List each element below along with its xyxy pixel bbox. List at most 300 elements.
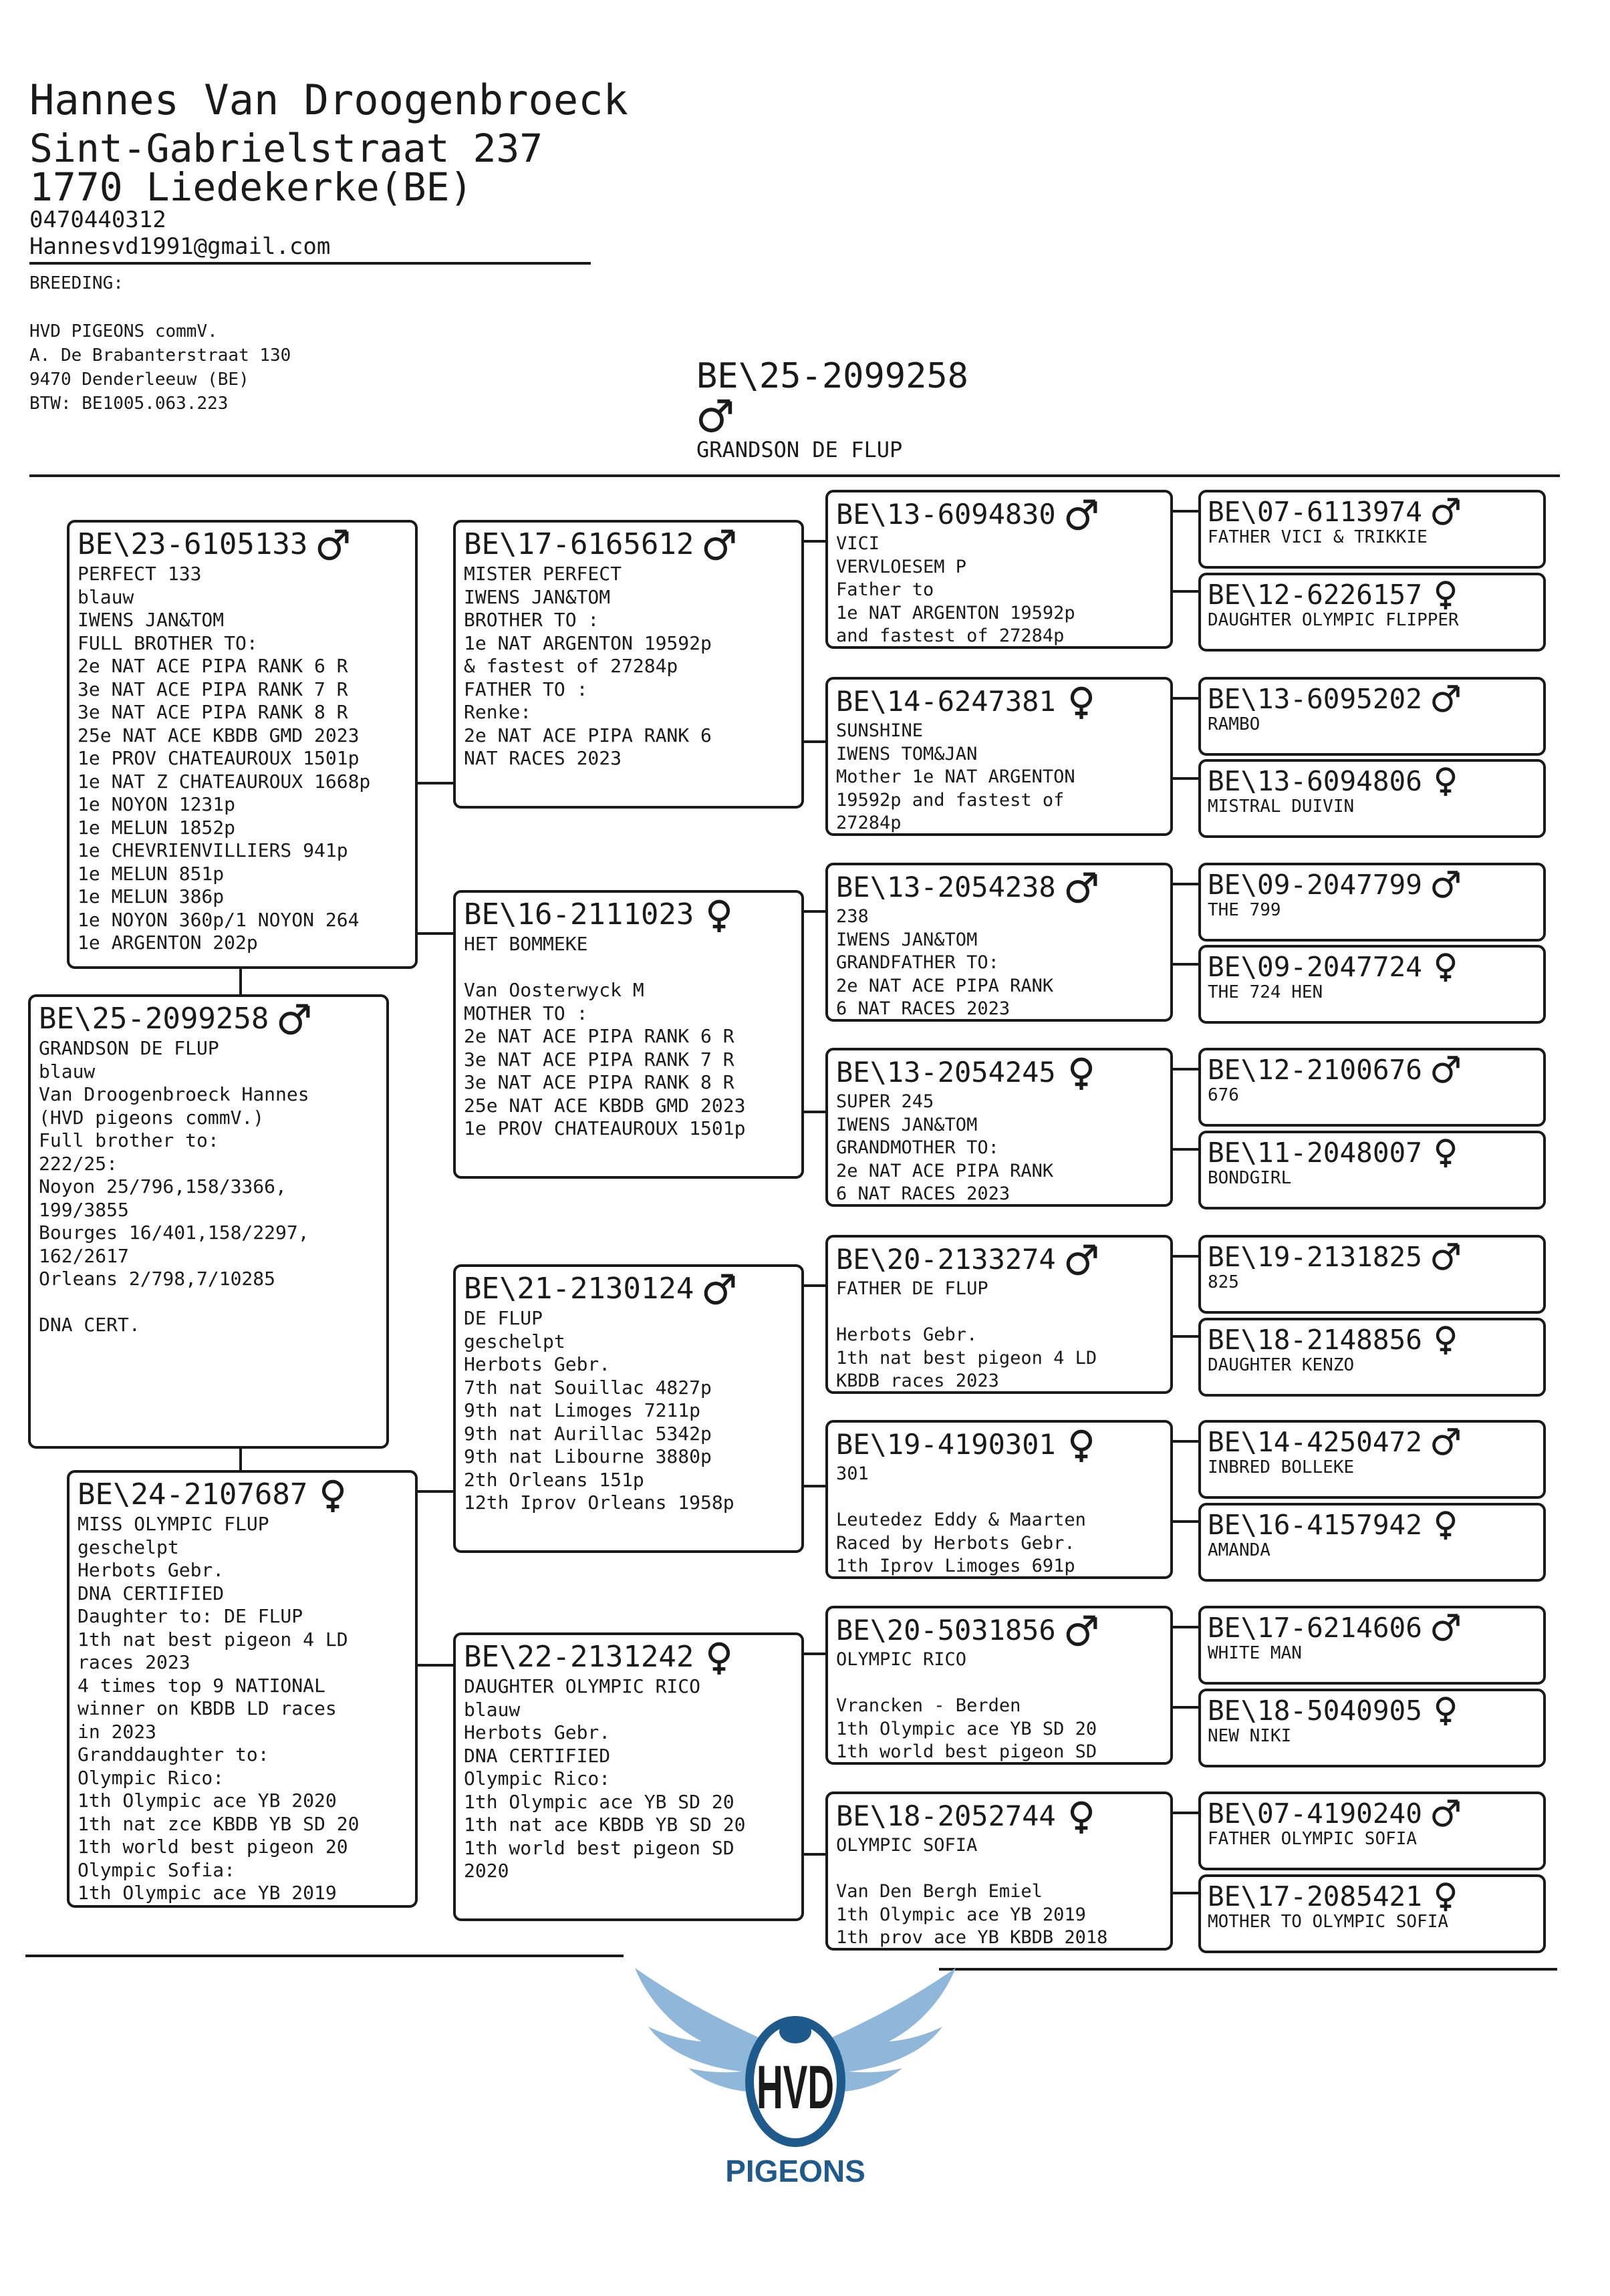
pedigree-line: KBDB races 2023	[836, 1371, 999, 1391]
male-symbol-icon	[1064, 871, 1099, 905]
female-symbol-icon	[1430, 766, 1461, 797]
pedigree-line: 1e MELUN 386p	[78, 885, 225, 907]
connector-line	[1173, 883, 1198, 885]
ring-number: BE\23-6105133	[78, 527, 308, 561]
pedigree-box-gggp-5[interactable]	[1198, 863, 1546, 942]
pedigree-line: winner on KBDB LD races	[78, 1697, 337, 1719]
pedigree-box-gggp-4[interactable]	[1198, 759, 1546, 838]
ring-number: BE\13-6094806	[1208, 765, 1422, 797]
connector-line	[1173, 510, 1198, 513]
pedigree-line: 1th Olympic ace YB 2019	[78, 1882, 337, 1904]
pedigree-line: & fastest of 27284p	[464, 655, 678, 677]
connector-line	[239, 969, 242, 994]
connector-line	[1173, 1812, 1198, 1814]
pedigree-box-gggp-2[interactable]	[1198, 573, 1546, 652]
pedigree-line: IWENS TOM&JAN	[836, 743, 978, 764]
female-symbol-icon	[702, 898, 736, 933]
pedigree-line: DNA CERTIFIED	[78, 1582, 225, 1604]
pedigree-line: 199/3855	[39, 1198, 129, 1221]
pedigree-line: 2th Orleans 151p	[464, 1468, 644, 1491]
male-symbol-icon	[1430, 1054, 1461, 1085]
pedigree-box-ggp-8[interactable]	[825, 1791, 1173, 1951]
pedigree-line: 1e PROV CHATEAUROUX 1501p	[464, 1117, 746, 1139]
pedigree-line: 1e MELUN 851p	[78, 862, 225, 885]
connector-line	[418, 932, 454, 935]
ring-number: BE\13-6094830	[836, 498, 1056, 531]
female-symbol-icon	[1430, 1881, 1461, 1912]
ring-number: BE\13-2054238	[836, 871, 1056, 903]
connector-line	[804, 540, 825, 543]
pedigree-line: 3e NAT ACE PIPA RANK 8 R	[464, 1071, 734, 1093]
pedigree-line: 27284p	[836, 813, 902, 833]
ring-number: BE\25-2099258	[39, 1002, 269, 1036]
pedigree-line: 1e ARGENTON 202p	[78, 931, 258, 954]
pedigree-box-gggp-6[interactable]	[1198, 945, 1546, 1024]
pedigree-line: BROTHER TO :	[464, 609, 599, 631]
pedigree-line: BONDGIRL	[1208, 1168, 1292, 1188]
pedigree-box-ggp-2[interactable]	[825, 677, 1173, 836]
female-symbol-icon	[1430, 1695, 1461, 1726]
pedigree-line: Bourges 16/401,158/2297,	[39, 1222, 309, 1244]
connector-line	[1173, 590, 1198, 593]
pedigree-box-gggp-13[interactable]	[1198, 1606, 1546, 1685]
pedigree-line: 1th prov ace YB KBDB 2018	[836, 1927, 1108, 1948]
box-header	[78, 1478, 410, 1513]
pedigree-box-gggp-9[interactable]	[1198, 1235, 1546, 1314]
pedigree-line: Granddaughter to:	[78, 1743, 269, 1765]
pedigree-line: Herbots Gebr.	[464, 1721, 611, 1743]
pedigree-line: Father to	[836, 579, 934, 600]
pedigree-line: Daughter to: DE FLUP	[78, 1605, 303, 1627]
pedigree-box-gggp-15[interactable]	[1198, 1791, 1546, 1870]
pedigree-line: THE 799	[1208, 900, 1281, 920]
ring-number: BE\17-2085421	[1208, 1880, 1422, 1912]
box-header	[39, 1002, 381, 1037]
ring-number: BE\18-2052744	[836, 1800, 1056, 1832]
pedigree-line: blauw	[78, 585, 134, 608]
box-header	[78, 528, 410, 563]
pedigree-line: (HVD pigeons commV.)	[39, 1106, 265, 1129]
pedigree-line: 3e NAT ACE PIPA RANK 7 R	[78, 678, 348, 700]
box-header	[1208, 1881, 1538, 1912]
pedigree-line: Van Oosterwyck M	[464, 979, 644, 1001]
ring-number: BE\09-2047799	[1208, 869, 1422, 901]
pedigree-line: 3e NAT ACE PIPA RANK 8 R	[78, 701, 348, 723]
pedigree-line: GRANDFATHER TO:	[836, 952, 999, 973]
pedigree-line: VERVLOESEM P	[836, 556, 967, 577]
pedigree-line: 25e NAT ACE KBDB GMD 2023	[78, 724, 360, 746]
pedigree-line: 12th Iprov Orleans 1958p	[464, 1491, 734, 1514]
female-symbol-icon	[1430, 1324, 1461, 1355]
pedigree-line: Olympic Rico:	[464, 1767, 611, 1789]
box-header	[836, 871, 1165, 905]
pedigree-line: MOTHER TO :	[464, 1002, 588, 1024]
pedigree-box-gggp-8[interactable]	[1198, 1131, 1546, 1209]
subject-name-title: GRANDSON DE FLUP	[696, 437, 903, 462]
pedigree-line: Orleans 2/798,7/10285	[39, 1268, 276, 1290]
pedigree-box-dam-dam[interactable]	[453, 1632, 804, 1921]
pedigree-line: Van Droogenbroeck Hannes	[39, 1083, 309, 1105]
male-symbol-icon	[1430, 1798, 1461, 1829]
pedigree-line: Herbots Gebr.	[78, 1559, 225, 1581]
pedigree-line: 1th Olympic ace YB SD 20	[836, 1718, 1097, 1739]
box-header	[1208, 1137, 1538, 1168]
pedigree-line: 7th nat Souillac 4827p	[464, 1376, 712, 1399]
pedigree-line: 6 NAT RACES 2023	[836, 998, 1011, 1019]
pedigree-line: FATHER DE FLUP	[836, 1278, 988, 1299]
pedigree-line: Olympic Sofia:	[78, 1858, 236, 1881]
pedigree-line: 3e NAT ACE PIPA RANK 7 R	[464, 1048, 734, 1070]
ring-number: BE\12-6226157	[1208, 579, 1422, 611]
ring-number: BE\11-2048007	[1208, 1137, 1422, 1169]
pedigree-line	[836, 1486, 1165, 1510]
pedigree-line: 1th Iprov Limoges 691p	[836, 1556, 1075, 1576]
pedigree-line: 4 times top 9 NATIONAL	[78, 1674, 325, 1697]
pedigree-line: Vrancken - Berden	[836, 1695, 1021, 1716]
ring-number: BE\16-2111023	[464, 897, 694, 931]
male-symbol-icon	[1430, 1612, 1461, 1643]
ring-number: BE\13-6095202	[1208, 683, 1422, 715]
connector-line	[804, 1111, 825, 1113]
box-header	[1208, 766, 1538, 797]
pedigree-line: DAUGHTER OLYMPIC FLIPPER	[1208, 610, 1459, 630]
pedigree-box-subject[interactable]	[28, 994, 389, 1449]
pedigree-line: and fastest of 27284p	[836, 625, 1065, 646]
pedigree-line: 676	[1208, 1085, 1239, 1105]
pedigree-line: 1th nat zce KBDB YB SD 20	[78, 1812, 360, 1835]
female-symbol-icon	[702, 1640, 736, 1675]
connector-line	[418, 1664, 454, 1667]
box-header	[1208, 1242, 1538, 1272]
breeding-label: BREEDING:	[29, 273, 124, 293]
pedigree-line: Raced by Herbots Gebr.	[836, 1532, 1075, 1554]
pedigree-line: MISTRAL DUIVIN	[1208, 797, 1355, 817]
connector-line	[1173, 1068, 1198, 1070]
ring-number: BE\17-6165612	[464, 527, 694, 561]
box-header	[1208, 952, 1538, 982]
pedigree-line: 6 NAT RACES 2023	[836, 1183, 1011, 1204]
pedigree-box-dam[interactable]	[67, 1470, 418, 1908]
pedigree-line: 1th nat best pigeon 4 LD	[78, 1628, 348, 1651]
pedigree-line: 25e NAT ACE KBDB GMD 2023	[464, 1094, 746, 1117]
pedigree-box-gggp-3[interactable]	[1198, 677, 1546, 756]
connector-line	[1173, 1892, 1198, 1894]
box-header	[836, 498, 1165, 533]
pedigree-line: Mother 1e NAT ARGENTON	[836, 766, 1075, 787]
male-symbol-icon	[1430, 869, 1461, 900]
connector-line	[1173, 1335, 1198, 1338]
pedigree-line: 2e NAT ACE PIPA RANK 6 R	[78, 655, 348, 677]
pedigree-box-gggp-7[interactable]	[1198, 1048, 1546, 1127]
pedigree-line: DAUGHTER KENZO	[1208, 1355, 1355, 1375]
pedigree-line: 238	[836, 906, 869, 927]
pedigree-line: FATHER VICI & TRIKKIE	[1208, 527, 1428, 547]
pedigree-line: 301	[836, 1463, 869, 1484]
connector-line	[1173, 1440, 1198, 1443]
connector-line	[804, 1853, 825, 1856]
male-symbol-icon	[315, 528, 350, 563]
pedigree-line: 1th Olympic ace YB 2020	[78, 1789, 337, 1812]
pedigree-line: 1e CHEVRIENVILLIERS 941p	[78, 839, 348, 861]
box-header	[1208, 1427, 1538, 1457]
pedigree-line	[836, 1672, 1165, 1695]
pedigree-line: NAT RACES 2023	[464, 747, 622, 769]
box-header	[836, 1243, 1165, 1278]
owner-email: Hannesvd1991@gmail.com	[29, 233, 331, 260]
pedigree-line: DNA CERTIFIED	[464, 1744, 611, 1767]
pedigree-line: 222/25:	[39, 1152, 118, 1175]
pedigree-line: DAUGHTER OLYMPIC RICO	[464, 1675, 701, 1697]
pedigree-line: MISTER PERFECT	[464, 563, 622, 585]
pedigree-line: DNA CERT.	[39, 1314, 140, 1336]
male-symbol-icon	[702, 1272, 736, 1307]
box-header	[1208, 1510, 1538, 1540]
box-header	[1208, 496, 1538, 527]
pedigree-line: DE FLUP	[464, 1307, 543, 1329]
pedigree-line: IWENS JAN&TOM	[78, 609, 225, 631]
male-symbol-icon	[1064, 1614, 1099, 1648]
pedigree-box-gggp-16[interactable]	[1198, 1874, 1546, 1953]
pedigree-line: 1th nat ace KBDB YB SD 20	[464, 1814, 746, 1836]
pedigree-line: 1e NOYON 360p/1 NOYON 264	[78, 908, 360, 931]
pedigree-line: 19592p and fastest of	[836, 789, 1065, 811]
female-symbol-icon	[1430, 1137, 1461, 1168]
ring-number: BE\14-6247381	[836, 685, 1056, 718]
pedigree-box-ggp-1[interactable]	[825, 490, 1173, 649]
pedigree-line: 1th world best pigeon SD	[464, 1836, 734, 1859]
box-header	[1208, 1054, 1538, 1085]
pedigree-line: 1e PROV CHATEAUROUX 1501p	[78, 747, 360, 769]
pedigree-box-gggp-14[interactable]	[1198, 1689, 1546, 1767]
connector-line	[1173, 697, 1198, 700]
pedigree-line: VICI	[836, 533, 880, 554]
ring-number: BE\16-4157942	[1208, 1509, 1422, 1541]
pedigree-line: Herbots Gebr.	[836, 1324, 978, 1345]
pedigree-line: 9th nat Libourne 3880p	[464, 1445, 712, 1467]
male-symbol-icon	[696, 398, 734, 435]
pedigree-line: 1th nat best pigeon 4 LD	[836, 1347, 1097, 1369]
ring-number: BE\07-6113974	[1208, 496, 1422, 528]
pedigree-box-dam-sire[interactable]	[453, 1264, 804, 1553]
ring-number: BE\17-6214606	[1208, 1612, 1422, 1644]
ring-number: BE\07-4190240	[1208, 1798, 1422, 1830]
ring-number: BE\12-2100676	[1208, 1054, 1422, 1086]
pedigree-box-gggp-1[interactable]	[1198, 490, 1546, 569]
logo-text: HVD	[757, 2053, 834, 2122]
pedigree-box-gggp-11[interactable]	[1198, 1420, 1546, 1499]
pedigree-box-gggp-10[interactable]	[1198, 1318, 1546, 1397]
ring-number: BE\18-5040905	[1208, 1695, 1422, 1727]
pedigree-line: PERFECT 133	[78, 563, 202, 585]
pedigree-line: 1e NAT ARGENTON 19592p	[836, 602, 1075, 623]
box-header	[464, 1640, 796, 1675]
pedigree-line: Van Den Bergh Emiel	[836, 1881, 1043, 1902]
pedigree-line: RAMBO	[1208, 714, 1260, 734]
pedigree-line: Noyon 25/796,158/3366,	[39, 1175, 287, 1197]
owner-phone: 0470440312	[29, 206, 166, 233]
pedigree-line: FULL BROTHER TO:	[78, 631, 258, 654]
female-symbol-icon	[1430, 952, 1461, 982]
pedigree-line: GRANDSON DE FLUP	[39, 1037, 219, 1059]
pedigree-line: Herbots Gebr.	[464, 1353, 611, 1375]
pedigree-line: INBRED BOLLEKE	[1208, 1457, 1355, 1477]
pedigree-line: IWENS JAN&TOM	[836, 929, 978, 950]
ring-number: BE\22-2131242	[464, 1640, 694, 1674]
pedigree-line	[39, 1291, 381, 1314]
box-header	[1208, 1798, 1538, 1829]
pedigree-line: 2e NAT ACE PIPA RANK 6 R	[464, 1025, 734, 1047]
ring-number: BE\21-2130124	[464, 1272, 694, 1306]
pedigree-line: 1th Olympic ace YB 2019	[836, 1904, 1086, 1925]
hvd-pigeons-logo	[622, 1955, 969, 2195]
bottom-divider-right	[939, 1968, 1557, 1971]
pedigree-line: 2e NAT ACE PIPA RANK	[836, 975, 1054, 996]
pedigree-box-ggp-5[interactable]	[825, 1235, 1173, 1394]
pedigree-line: 2e NAT ACE PIPA RANK	[836, 1160, 1054, 1181]
connector-line	[1173, 1626, 1198, 1628]
box-header	[1208, 1695, 1538, 1726]
female-symbol-icon	[1430, 1510, 1461, 1540]
male-symbol-icon	[1430, 496, 1461, 527]
female-symbol-icon	[1064, 1800, 1099, 1834]
pedigree-line: 1e MELUN 1852p	[78, 816, 236, 839]
ring-number: BE\20-5031856	[836, 1614, 1056, 1646]
pedigree-box-ggp-6[interactable]	[825, 1420, 1173, 1579]
pedigree-line: Olympic Rico:	[78, 1766, 225, 1789]
pedigree-line: HET BOMMEKE	[464, 933, 588, 955]
connector-line	[804, 1284, 825, 1287]
owner-name: Hannes Van Droogenbroeck	[29, 76, 628, 124]
owner-city: 1770 Liedekerke(BE)	[29, 164, 473, 210]
pedigree-line: 9th nat Limoges 7211p	[464, 1399, 701, 1421]
logo-subtitle: PIGEONS	[725, 2154, 865, 2188]
pedigree-box-ggp-7[interactable]	[825, 1606, 1173, 1765]
pedigree-line: Renke:	[464, 701, 532, 723]
connector-line	[1173, 1520, 1198, 1523]
pedigree-line: OLYMPIC SOFIA	[836, 1835, 978, 1856]
pedigree-line: OLYMPIC RICO	[836, 1649, 967, 1670]
pedigree-line: FATHER TO :	[464, 678, 588, 700]
pedigree-box-ggp-3[interactable]	[825, 863, 1173, 1022]
male-symbol-icon	[1064, 498, 1099, 533]
pedigree-line	[464, 956, 796, 980]
pedigree-line: blauw	[39, 1060, 96, 1083]
connector-line	[804, 1485, 825, 1487]
connector-line	[418, 1490, 454, 1493]
ring-number: BE\18-2148856	[1208, 1324, 1422, 1356]
female-symbol-icon	[1064, 1428, 1099, 1463]
box-header	[464, 898, 796, 933]
ring-number: BE\19-2131825	[1208, 1241, 1422, 1273]
box-header	[1208, 1612, 1538, 1643]
pedigree-line: 9th nat Aurillac 5342p	[464, 1422, 712, 1445]
pedigree-line	[836, 1301, 1165, 1324]
pedigree-box-gggp-12[interactable]	[1198, 1503, 1546, 1582]
female-symbol-icon	[1430, 579, 1461, 610]
connector-line	[418, 782, 454, 784]
connector-line	[1173, 1706, 1198, 1709]
pedigree-line: 2e NAT ACE PIPA RANK 6	[464, 724, 712, 746]
ring-number: BE\24-2107687	[78, 1477, 308, 1512]
pedigree-line: 1e NAT Z CHATEAUROUX 1668p	[78, 770, 371, 793]
ring-number: BE\14-4250472	[1208, 1426, 1422, 1458]
box-header	[836, 1614, 1165, 1648]
breeding-street: A. De Brabanterstraat 130	[29, 345, 291, 366]
breeding-company: HVD PIGEONS commV.	[29, 321, 218, 341]
female-symbol-icon	[1064, 685, 1099, 720]
box-header	[836, 685, 1165, 720]
ring-number: BE\20-2133274	[836, 1243, 1056, 1276]
connector-line	[1173, 963, 1198, 966]
pedigree-line: geschelpt	[78, 1536, 179, 1558]
box-header	[836, 1428, 1165, 1463]
pedigree-line: WHITE MAN	[1208, 1643, 1302, 1663]
pedigree-line: SUPER 245	[836, 1091, 934, 1112]
pedigree-line: races 2023	[78, 1651, 190, 1673]
connector-line	[1173, 1255, 1198, 1258]
pedigree-line: 1th Olympic ace YB SD 20	[464, 1790, 734, 1813]
box-header	[1208, 684, 1538, 714]
ring-number: BE\19-4190301	[836, 1428, 1056, 1461]
pedigree-line: IWENS JAN&TOM	[836, 1114, 978, 1135]
pedigree-line: 1th world best pigeon 20	[78, 1836, 348, 1858]
pedigree-line: 1e NAT ARGENTON 19592p	[464, 631, 712, 654]
pedigree-box-sire[interactable]	[67, 520, 418, 969]
pedigree-line: 2020	[464, 1860, 509, 1882]
top-divider	[29, 474, 1560, 477]
pedigree-line: IWENS JAN&TOM	[464, 585, 611, 608]
pedigree-box-sire-sire[interactable]	[453, 520, 804, 809]
female-symbol-icon	[1064, 1056, 1099, 1091]
ring-number: BE\13-2054245	[836, 1056, 1056, 1089]
subject-ring-title: BE\25-2099258	[696, 356, 968, 396]
male-symbol-icon	[1430, 1242, 1461, 1272]
pedigree-line: Leutedez Eddy & Maarten	[836, 1510, 1086, 1530]
pedigree-line: geschelpt	[464, 1330, 565, 1352]
pedigree-box-ggp-4[interactable]	[825, 1048, 1173, 1207]
connector-line	[239, 1449, 242, 1470]
box-header	[464, 528, 796, 563]
female-symbol-icon	[315, 1478, 350, 1513]
connector-line	[1173, 777, 1198, 780]
connector-line	[804, 1653, 825, 1655]
pedigree-line: FATHER OLYMPIC SOFIA	[1208, 1829, 1418, 1849]
ring-number: BE\09-2047724	[1208, 951, 1422, 983]
breeding-vat: BTW: BE1005.063.223	[29, 394, 229, 414]
pedigree-line: in 2023	[78, 1720, 157, 1743]
connector-line	[804, 740, 825, 743]
pedigree-line: SUNSHINE	[836, 720, 924, 741]
box-header	[836, 1800, 1165, 1834]
pedigree-line: 1th world best pigeon SD	[836, 1741, 1097, 1762]
pedigree-line: NEW NIKI	[1208, 1726, 1292, 1746]
pedigree-line: THE 724 HEN	[1208, 982, 1323, 1002]
pedigree-line: GRANDMOTHER TO:	[836, 1137, 999, 1158]
box-header	[836, 1056, 1165, 1091]
pedigree-box-sire-dam[interactable]	[453, 890, 804, 1179]
pedigree-line: blauw	[464, 1698, 521, 1721]
pedigree-line: AMANDA	[1208, 1540, 1270, 1560]
male-symbol-icon	[277, 1002, 311, 1037]
male-symbol-icon	[1430, 1427, 1461, 1457]
box-header	[1208, 869, 1538, 900]
header-divider	[29, 262, 591, 265]
box-header	[1208, 579, 1538, 610]
male-symbol-icon	[702, 528, 736, 563]
male-symbol-icon	[1064, 1243, 1099, 1278]
pedigree-line: MOTHER TO OLYMPIC SOFIA	[1208, 1912, 1449, 1932]
breeding-city: 9470 Denderleeuw (BE)	[29, 370, 249, 390]
